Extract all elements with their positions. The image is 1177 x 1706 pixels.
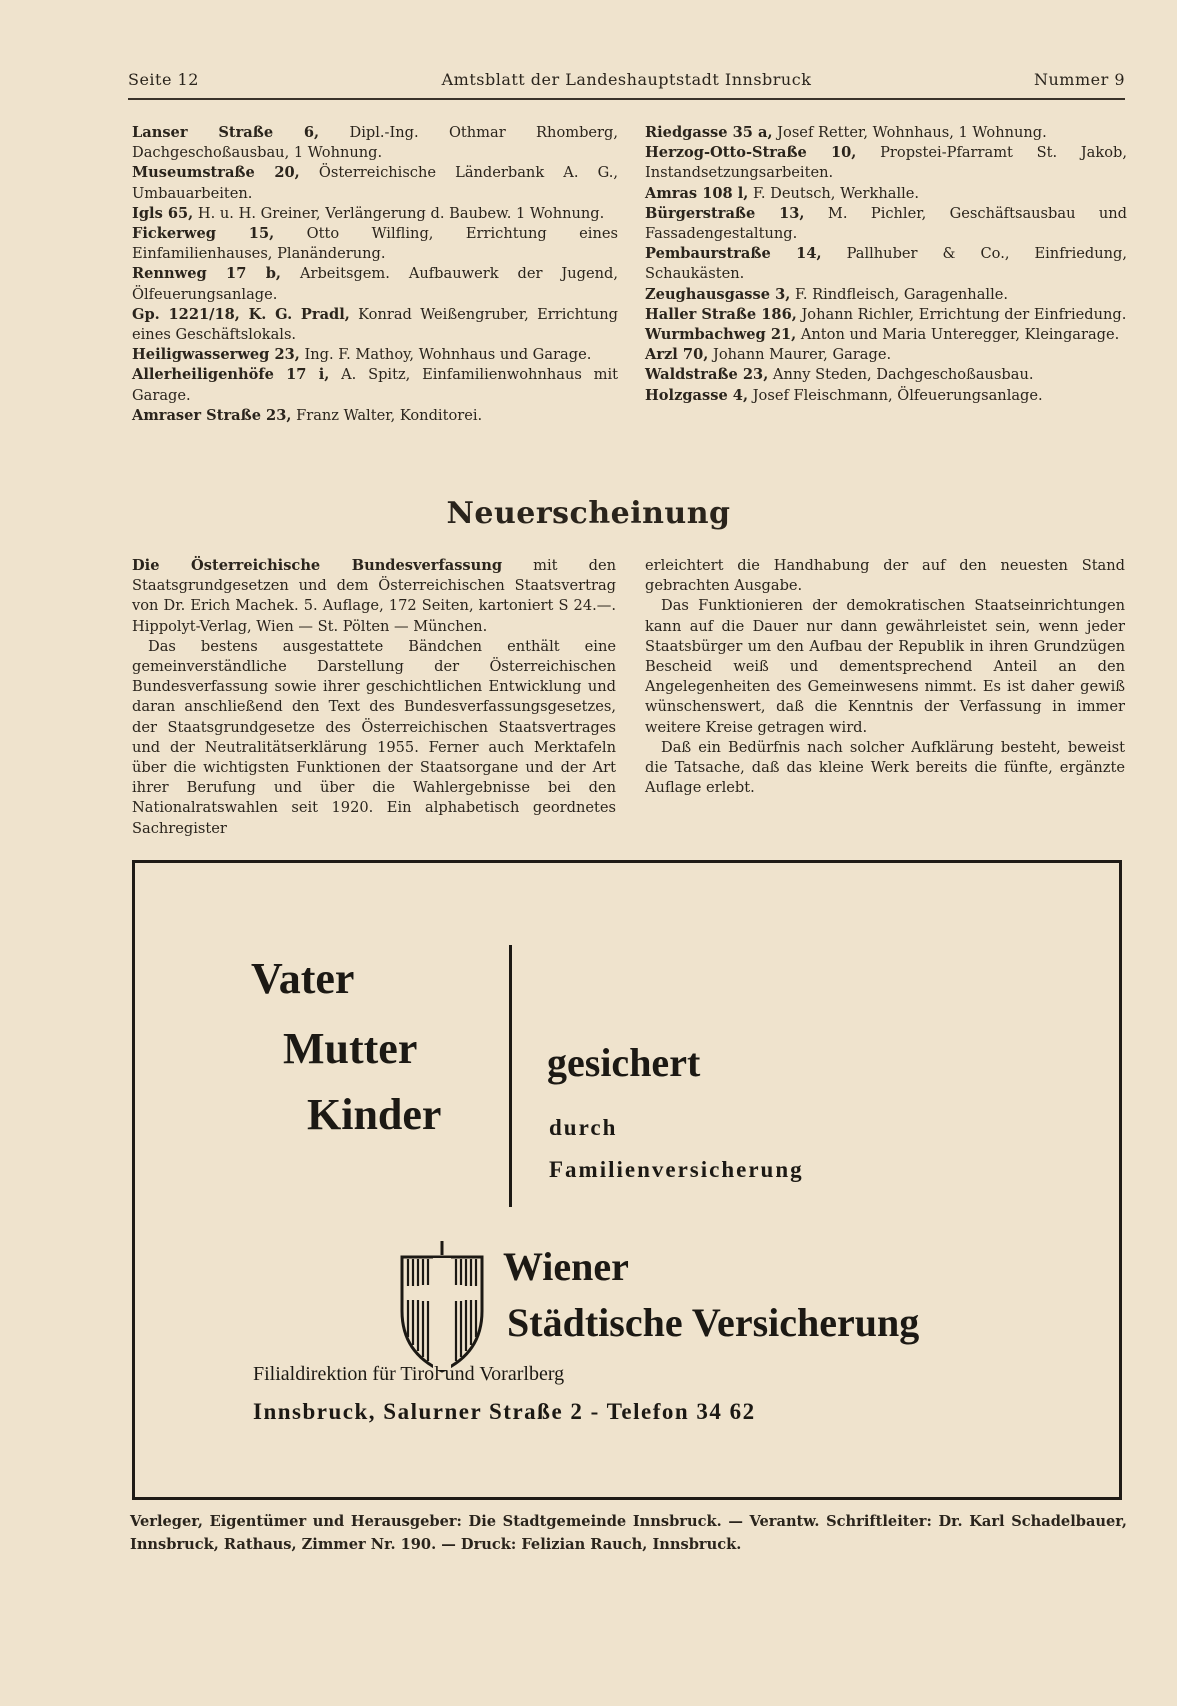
permit-entry: Herzog-Otto-Straße 10, Propstei-Pfarramt St. Jakob, Instandsetzungsarbeiten. bbox=[645, 144, 1127, 182]
page-number: Seite 12 bbox=[128, 70, 199, 89]
permit-entry: Amraser Straße 23, Franz Walter, Konditorei. bbox=[132, 406, 483, 424]
ad-branch: Filialdirektion für Tirol und Vorarlberg bbox=[253, 1363, 565, 1385]
permit-entry: Lanser Straße 6, Dipl.-Ing. Othmar Rhomberg, Dachgeschoßausbau, 1 Wohnung. bbox=[132, 124, 619, 162]
book-title: Die Österreichische Bundesverfassung bbox=[132, 557, 503, 574]
permit-entry: Holzgasse 4, Josef Fleischmann, Ölfeuerungsanlage. bbox=[645, 386, 1043, 404]
permit-entry: Heiligwasserweg 23, Ing. F. Mathoy, Wohnhaus und Garage. bbox=[132, 346, 592, 364]
permit-entry: Allerheiligenhöfe 17 i, A. Spitz, Einfamilienwohnhaus mit Garage. bbox=[132, 366, 618, 404]
ad-brand-line2: Städtische Versicherung bbox=[507, 1300, 920, 1345]
article-paragraph: Die Österreichische Bundesverfassung mit den Staatsgrundgesetzen und dem Österreichischen Staatsvertrag von Dr. Erich Machek. 5. Auflage, 172 Seiten, kartoniert S 24.—. Hippolyt-Verlag, Wien — St. Pölten — München. bbox=[132, 557, 616, 635]
permit-entry: Rennweg 17 b, Arbeitsgem. Aufbauwerk der Jugend, Ölfeuerungsanlage. bbox=[132, 265, 618, 303]
ad-word-mutter: Mutter bbox=[283, 1024, 418, 1073]
ad-word-vater: Vater bbox=[251, 954, 355, 1003]
insurance-advertisement bbox=[132, 860, 1122, 1500]
section-heading: Neuerscheinung bbox=[446, 496, 731, 531]
article-paragraph: Das Funktionieren der demokratischen Staatseinrichtungen kann auf die Dauer nur dann gewährleistet sein, wenn jeder Staatsbürger um den Aufbau der Republik in ihren Grundzügen Bescheid weiß und dementsprechend Anteil an den Angelegenheiten des Gemeinwesens nimmt. Es ist daher gewiß wünschenswert, daß die Kenntnis der Verfassung in immer weitere Kreise getragen wird. bbox=[645, 597, 1125, 736]
ad-gesichert: gesichert bbox=[547, 1040, 701, 1085]
article-paragraph: erleichtert die Handhabung der auf den neuesten Stand gebrachten Ausgabe. bbox=[645, 557, 1125, 595]
permit-entry: Pembaurstraße 14, Pallhuber & Co., Einfriedung, Schaukästen. bbox=[645, 245, 1127, 283]
permit-entry: Haller Straße 186, Johann Richler, Errichtung der Einfriedung. bbox=[645, 305, 1127, 323]
imprint: Verleger, Eigentümer und Herausgeber: Die Stadtgemeinde Innsbruck. — Verantw. Schriftleiter: Dr. Karl Schadelbauer, Innsbruck, Rathaus, Zimmer Nr. 190. — Druck: Felizian Rauch, Innsbruck. bbox=[130, 1513, 1127, 1553]
running-header bbox=[128, 70, 1125, 94]
permit-entry: Museumstraße 20, Österreichische Länderbank A. G., Umbauarbeiten. bbox=[132, 164, 618, 202]
ad-address: Innsbruck, Salurner Straße 2 - Telefon 34 62 bbox=[253, 1399, 756, 1424]
issue-number: Nummer 9 bbox=[1033, 70, 1125, 89]
permit-entry: Bürgerstraße 13, M. Pichler, Geschäftsausbau und Fassadengestaltung. bbox=[645, 204, 1127, 243]
ad-word-kinder: Kinder bbox=[307, 1090, 442, 1139]
article-paragraph: Das bestens ausgestattete Bändchen enthält eine gemeinverständliche Darstellung der Österreichischen Bundesverfassung sowie ihrer geschichtlichen Entwicklung und daran anschließend den Text des Bundesverfassungsgesetzes, der Staatsgrundgesetze des Österreichischen Staatsvertrages und der Neutralitätserklärung 1955. Ferner auch Merktafeln über die wichtigsten Funktionen der Staatsorgane und der Art ihrer Berufung und über die Wahlergebnisse bei den Nationalratswahlen seit 1920. Ein alphabetisch geordnetes Sachregister bbox=[132, 637, 616, 837]
shield-logo-icon bbox=[400, 1241, 484, 1373]
permit-entry: Gp. 1221/18, K. G. Pradl, Konrad Weißengruber, Errichtung eines Geschäftslokals. bbox=[132, 305, 618, 344]
ad-durch: durch bbox=[549, 1115, 618, 1140]
ad-familienversicherung: Familienversicherung bbox=[549, 1157, 804, 1182]
permit-entry: Igls 65, H. u. H. Greiner, Verlängerung d. Baubew. 1 Wohnung. bbox=[132, 204, 605, 222]
publication-title: Amtsblatt der Landeshauptstadt Innsbruck bbox=[441, 70, 812, 89]
ad-divider bbox=[509, 945, 512, 1207]
permit-entry: Zeughausgasse 3, F. Rindfleisch, Garagenhalle. bbox=[645, 285, 1009, 303]
header-rule bbox=[128, 98, 1125, 100]
article-right-column bbox=[645, 556, 1125, 798]
permit-entry: Wurmbachweg 21, Anton und Maria Unteregger, Kleingarage. bbox=[645, 326, 1120, 344]
permit-entry: Amras 108 l, F. Deutsch, Werkhalle. bbox=[645, 184, 920, 202]
permit-entry: Arzl 70, Johann Maurer, Garage. bbox=[645, 346, 892, 364]
permit-entry: Fickerweg 15, Otto Wilfling, Errichtung eines Einfamilienhauses, Planänderung. bbox=[132, 225, 618, 263]
building-permits-left-column bbox=[132, 123, 618, 426]
article-left-column bbox=[132, 556, 616, 839]
permit-entry: Riedgasse 35 a, Josef Retter, Wohnhaus, 1 Wohnung. bbox=[645, 124, 1047, 141]
ad-brand-line1: Wiener bbox=[503, 1244, 629, 1289]
permit-entry: Waldstraße 23, Anny Steden, Dachgeschoßausbau. bbox=[645, 366, 1034, 384]
building-permits-right-column bbox=[645, 123, 1127, 406]
article-paragraph: Daß ein Bedürfnis nach solcher Aufklärung besteht, beweist die Tatsache, daß das kleine Werk bereits die fünfte, ergänzte Auflage erlebt. bbox=[645, 738, 1125, 797]
